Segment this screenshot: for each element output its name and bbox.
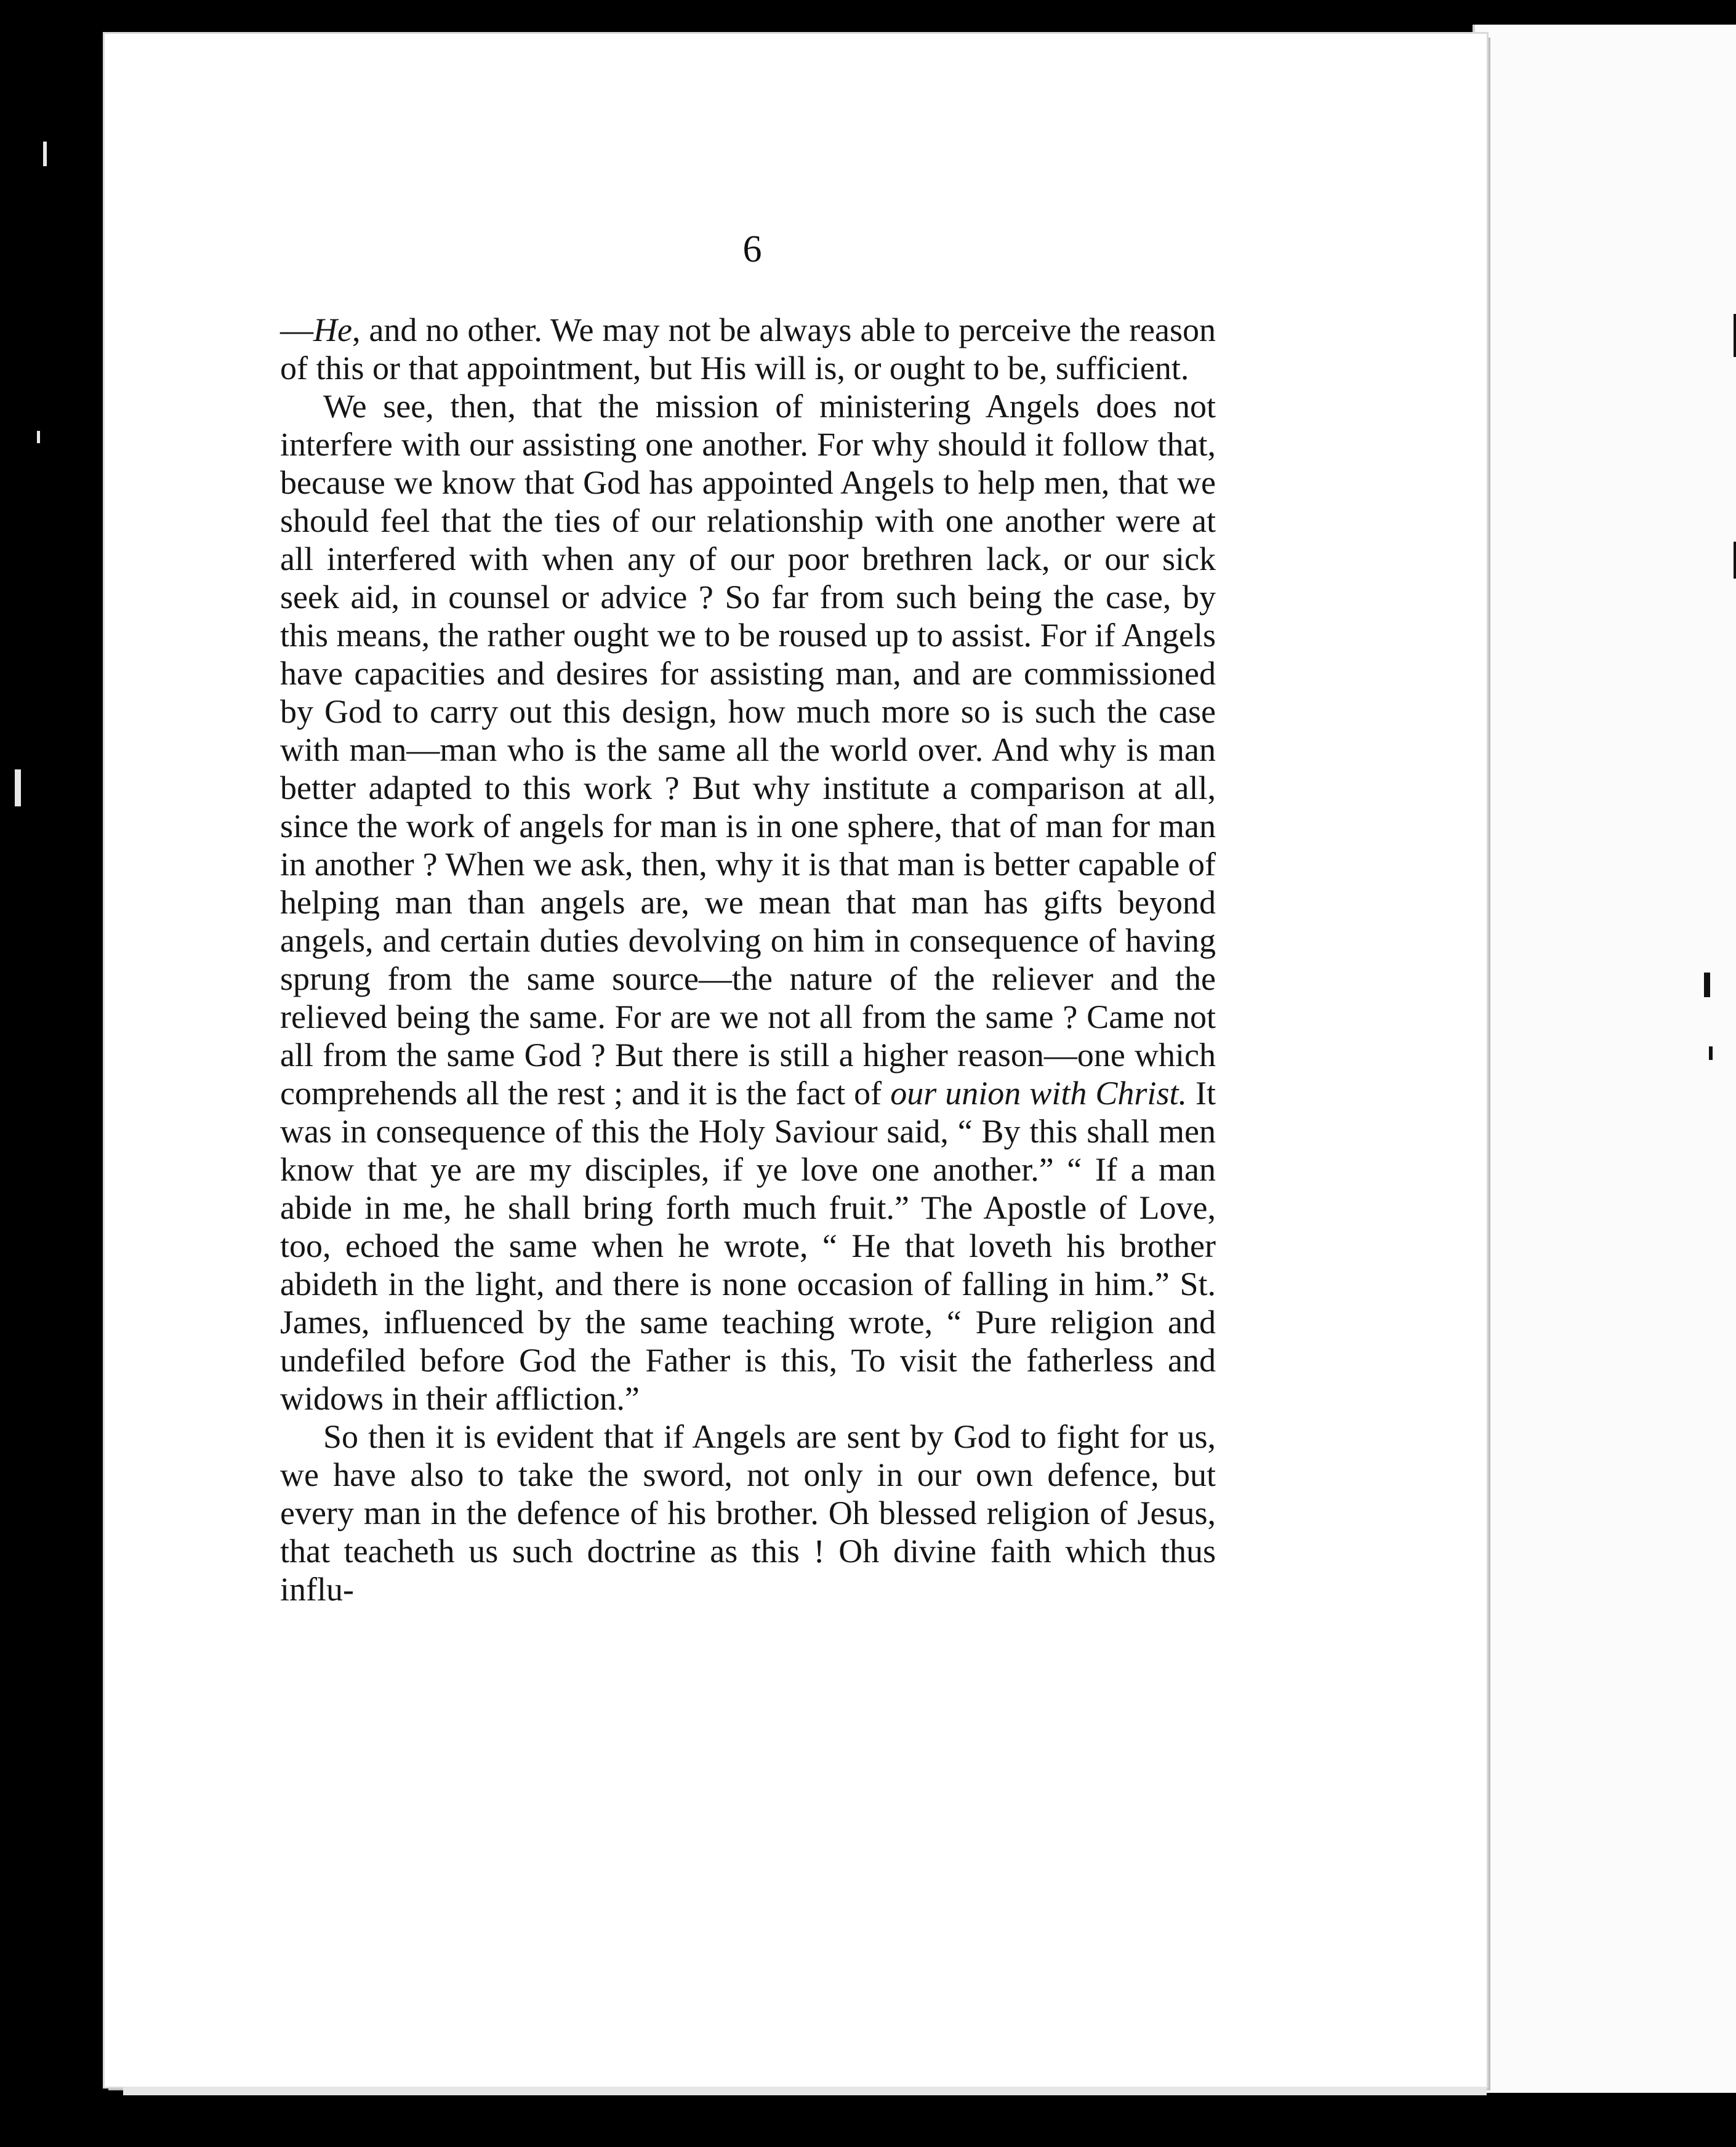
italic-text-segment: our union with Christ. xyxy=(890,1075,1187,1112)
scan-speck xyxy=(15,769,21,806)
text-segment: — xyxy=(280,311,313,348)
scan-speck xyxy=(37,431,40,443)
scan-speck xyxy=(1704,973,1710,997)
scan-speck xyxy=(1734,314,1736,357)
paragraph xyxy=(280,311,1216,387)
text-segment: , and no other. We may not be always able to perceive the reason of this or that appointment, but His will is, or ought to be, sufficient. xyxy=(280,311,1216,387)
paragraph xyxy=(280,387,1216,1418)
paragraph xyxy=(280,1418,1216,1608)
text-segment: So then it is evident that if Angels are sent by God to fight for us, we have also to take the sword, not only in our own defence, but every man in the defence of his brother. Oh blessed religion of Jesus, that teacheth us such doctrine as this ! Oh divine faith which thus influ- xyxy=(280,1418,1216,1608)
page-bottom-edge xyxy=(123,2087,1487,2095)
scan-speck xyxy=(1709,1046,1713,1060)
scan-speck xyxy=(43,142,47,166)
page-number: 6 xyxy=(742,228,762,270)
body-text xyxy=(280,311,1216,1608)
text-segment: We see, then, that the mission of ministering Angels does not interfere with our assisting one another. For why should it follow that, because we know that God has appointed Angels to help men, that we should feel that the ties of our relationship with one another were at all interfered with when any of our poor brethren lack, or our sick seek aid, in counsel or advice ? So far from such being the case, by this means, the rather ought we to be roused up to assist. For if Angels have capacities and desires for assisting man, and are commissioned by God to carry out this design, how much more so is such the case with man—man who is the same all the world over. And why is man better adapted to this work ? But why institute a comparison at all, since the work of angels for man is in one sphere, that of man for man in another ? When we ask, then, why it is that man is better capable of helping man than angels are, we mean that man has gifts beyond angels, and certain duties devolving on him in consequence of having sprung from the same source—the nature of the reliever and the relieved being the same. For are we not all from the same ? Came not all from the same God ? But there is still a higher reason—one which comprehends all the rest ; and it is the fact of xyxy=(280,388,1216,1112)
adjacent-page-edge xyxy=(1473,25,1736,2093)
italic-text-segment: He xyxy=(313,311,352,348)
text-segment: It was in consequence of this the Holy Saviour said, “ By this shall men know that ye are my disciples, if ye love one another.” “ If a man abide in me, he shall bring forth much fruit.” The Apostle of Love, too, echoed the same when he wrote, “ He that loveth his brother abideth in the light, and there is none occasion of falling in him.” St. James, influenced by the same teaching wrote, “ Pure religion and undefiled before God the Father is this, To visit the fatherless and widows in their affliction.” xyxy=(280,1075,1216,1417)
scan-speck xyxy=(1734,542,1736,579)
